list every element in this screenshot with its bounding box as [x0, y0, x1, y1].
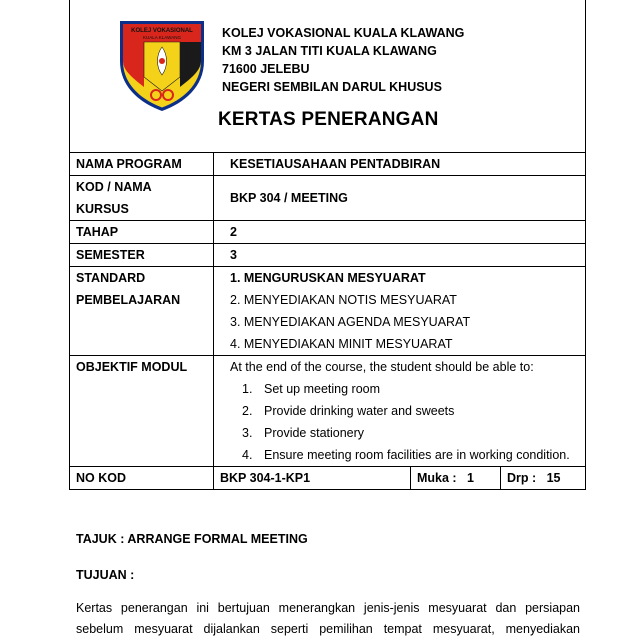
value-nama-program: KESETIAUSAHAAN PENTADBIRAN: [214, 153, 586, 176]
muka-value: 1: [467, 471, 474, 485]
value-no-kod: BKP 304-1-KP1: [214, 467, 411, 490]
value-semester: 3: [214, 244, 586, 267]
row-kod-nama: [70, 176, 586, 221]
muka-label: Muka :: [417, 471, 457, 485]
crest-text-top: KOLEJ VOKASIONAL: [131, 28, 193, 34]
objektif-item: 4. Ensure meeting room facilities are in working condition.: [242, 448, 570, 462]
row-no-kod: [70, 467, 586, 490]
label-standard: STANDARD PEMBELAJARAN: [70, 267, 214, 356]
document-title: KERTAS PENERANGAN: [218, 109, 439, 130]
label-no-kod: NO KOD: [70, 467, 214, 490]
row-nama-program: [70, 153, 586, 176]
label-nama-program: NAMA PROGRAM: [70, 153, 214, 176]
objektif-item: 3. Provide stationery: [242, 426, 365, 440]
topic-heading: TAJUK : ARRANGE FORMAL MEETING: [76, 532, 308, 546]
drp-cell: [501, 467, 586, 490]
label-semester: SEMESTER: [70, 244, 214, 267]
muka-cell: [411, 467, 501, 490]
standard-item: 1. MENGURUSKAN MESYUARAT: [230, 271, 426, 285]
row-tahap: [70, 221, 586, 244]
row-semester: [70, 244, 586, 267]
address-line-1: KOLEJ VOKASIONAL KUALA KLAWANG: [222, 26, 465, 40]
aim-heading: TUJUAN :: [76, 568, 135, 582]
address-line-3: 71600 JELEBU: [222, 62, 310, 76]
standard-item: 2. MENYEDIAKAN NOTIS MESYUARAT: [230, 293, 457, 307]
label-kod-nama: KOD / NAMA KURSUS: [70, 176, 214, 221]
paragraph-line: Kertas penerangan ini bertujuan menerangkan jenis-jenis mesyuarat dan persiapan: [76, 601, 580, 615]
objektif-item: 1. Set up meeting room: [242, 382, 381, 396]
college-address: [222, 24, 464, 96]
objektif-item: 2. Provide drinking water and sweets: [242, 404, 455, 418]
value-standard: [214, 267, 586, 356]
label-tahap: TAHAP: [70, 221, 214, 244]
standard-item: 3. MENYEDIAKAN AGENDA MESYUARAT: [230, 315, 471, 329]
value-kod-nama: BKP 304 / MEETING: [214, 176, 586, 221]
objektif-list: [230, 378, 579, 466]
label-objektif: OBJEKTIF MODUL: [70, 356, 214, 467]
row-objektif: [70, 356, 586, 467]
crest-text-sub: KUALA KLAWANG: [143, 35, 181, 40]
objektif-intro: At the end of the course, the student should be able to:: [230, 360, 534, 374]
address-line-2: KM 3 JALAN TITI KUALA KLAWANG: [222, 44, 437, 58]
paragraph-line: sebelum mesyuarat dijalankan seperti pemilihan tempat mesyuarat, menyediakan: [76, 622, 580, 636]
body-paragraph: [76, 598, 580, 640]
standard-item: 4. MENYEDIAKAN MINIT MESYUARAT: [230, 337, 453, 351]
drp-label: Drp :: [507, 471, 537, 485]
college-crest-logo: [114, 17, 210, 113]
row-standard: [70, 267, 586, 356]
value-objektif: [214, 356, 586, 467]
address-line-4: NEGERI SEMBILAN DARUL KHUSUS: [222, 80, 442, 94]
drp-value: 15: [546, 471, 561, 485]
value-tahap: 2: [214, 221, 586, 244]
info-table: [69, 152, 586, 490]
